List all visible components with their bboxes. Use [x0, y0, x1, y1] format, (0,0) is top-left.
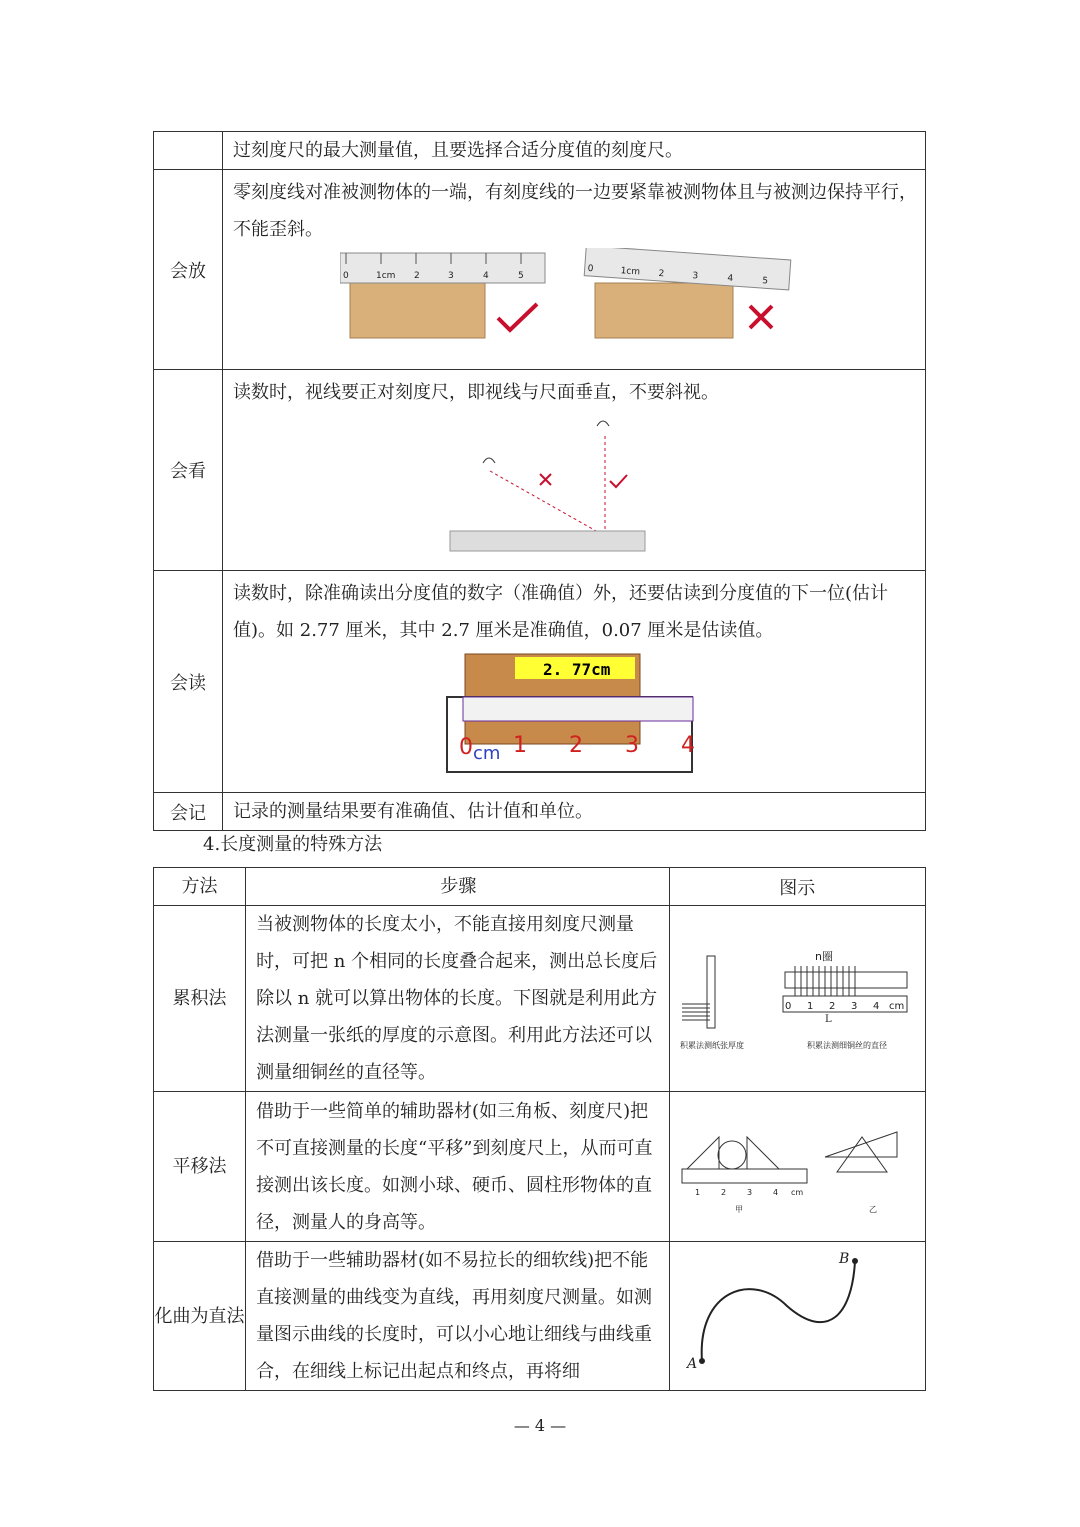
- table-row: [154, 571, 926, 793]
- tick-label: 5: [761, 276, 769, 287]
- figure-caption: 乙: [869, 1204, 878, 1214]
- tick-label: 4: [483, 271, 489, 281]
- line-of-sight-figure: [445, 411, 705, 556]
- method-steps: 借助于一些简单的辅助器材(如三角板、刻度尺)把不可直接测量的长度“平移”到刻度尺上，从而可直接测出该长度。如测小球、硬币、圆柱形物体的直径，测量人的身高等。: [246, 1092, 670, 1242]
- row-label: [154, 132, 223, 170]
- header-row: [154, 868, 926, 906]
- curve-line: [702, 1261, 855, 1361]
- page-number: — 4 —: [513, 1416, 567, 1435]
- tick-label: 0: [587, 263, 594, 275]
- curve-point-b: B: [839, 1251, 850, 1267]
- table-row: [154, 906, 926, 1092]
- reading-value: 2. 77cm: [543, 660, 611, 679]
- accumulation-figure: [677, 944, 917, 1054]
- check-icon: [610, 475, 627, 487]
- tick-label: 3: [851, 1000, 858, 1012]
- tick-label: 2: [829, 1000, 836, 1012]
- column-header: 方法: [154, 868, 246, 906]
- ruler: [450, 531, 645, 551]
- tick-label: cm: [791, 1187, 804, 1197]
- tick-label: 3: [448, 271, 454, 281]
- figure-caption: 积累法测细铜丝的直径: [807, 1040, 888, 1050]
- method-name: 化曲为直法: [154, 1242, 246, 1391]
- tick-label: 2: [721, 1187, 727, 1197]
- tick-label: 1cm: [376, 271, 396, 281]
- curve-point-a: A: [687, 1356, 698, 1372]
- cross-icon: [540, 474, 551, 485]
- figure-caption: 积累法测纸张厚度: [680, 1040, 745, 1050]
- table-row: [154, 132, 926, 170]
- method-steps: 当被测物体的长度太小，不能直接用刻度尺测量时，可把 n 个相同的长度叠合起来，测出总长度后除以 n 就可以算出物体的长度。下图就是利用此方法测量一张纸的厚度的示意图。利用此方法还可以测量细铜丝的直径等。: [246, 906, 670, 1092]
- table-row: [154, 370, 926, 571]
- ruler-placement-figure: [340, 248, 810, 348]
- cross-icon: [750, 306, 772, 328]
- tick-label: 2: [569, 733, 583, 758]
- curve-start: [699, 1358, 705, 1364]
- row-text: 读数时，视线要正对刻度尺，即视线与尺面垂直，不要斜视。: [233, 382, 719, 403]
- tick-label: 0: [785, 1000, 792, 1012]
- tick-label: 0: [343, 271, 349, 281]
- tick-label: 5: [518, 271, 524, 281]
- tick-label: 2: [414, 271, 420, 281]
- tick-label: 1: [807, 1000, 814, 1012]
- ruler: [463, 697, 693, 721]
- check-icon: [498, 304, 537, 330]
- tick-label: cm: [889, 1000, 905, 1012]
- ruler-usage-table: [153, 131, 926, 831]
- tick-label: 1cm: [620, 266, 641, 278]
- table-row: [154, 1092, 926, 1242]
- reading-figure: [445, 649, 705, 779]
- tick-label: 1: [513, 733, 527, 758]
- tick-label: 1: [695, 1187, 701, 1197]
- row-text: 读数时，除准确读出分度值的数字（准确值）外，还要估读到分度值的下一位(估计值)。如 2.77 厘米，其中 2.7 厘米是准确值，0.07 厘米是估读值。: [233, 583, 889, 641]
- curve-figure: [677, 1251, 917, 1381]
- eye-icon: [597, 421, 609, 426]
- translation-figure: [677, 1117, 917, 1217]
- accumulate-length-label: L: [825, 1013, 832, 1025]
- table-row: [154, 1242, 926, 1391]
- tick-label: 4: [727, 273, 734, 285]
- unit-label: cm: [473, 743, 501, 764]
- column-header: 图示: [669, 868, 925, 906]
- eye-icon: [483, 458, 495, 463]
- table-row: [154, 793, 926, 831]
- tick-label: 2: [658, 268, 665, 280]
- table-row: [154, 170, 926, 370]
- column-header: 步骤: [246, 868, 670, 906]
- tick-label: 4: [773, 1187, 779, 1197]
- tick-label: 3: [692, 271, 699, 282]
- tick-label: 4: [681, 733, 695, 758]
- accumulate-n-label: n圈: [815, 949, 834, 963]
- method-name: 平移法: [154, 1092, 246, 1242]
- row-label: 会记: [154, 793, 223, 831]
- tick-label: 0: [459, 735, 473, 760]
- row-label: 会看: [154, 370, 223, 571]
- row-text: 记录的测量结果要有准确值、估计值和单位。: [223, 793, 926, 831]
- row-text: 过刻度尺的最大测量值，且要选择合适分度值的刻度尺。: [223, 132, 926, 170]
- tick-label: 4: [873, 1000, 880, 1012]
- tick-label: 3: [747, 1187, 753, 1197]
- section-heading: 4.长度测量的特殊方法: [203, 834, 383, 855]
- tick-label: 3: [625, 733, 639, 758]
- special-methods-table: [153, 867, 926, 1391]
- row-label: 会放: [154, 170, 223, 370]
- method-name: 累积法: [154, 906, 246, 1092]
- method-steps: 借助于一些辅助器材(如不易拉长的细软线)把不能直接测量的曲线变为直线，再用刻度尺测量。如测量图示曲线的长度时，可以小心地让细线与曲线重合，在细线上标记出起点和终点，再将细: [246, 1242, 670, 1391]
- curve-end: [852, 1258, 858, 1264]
- figure-caption: 甲: [735, 1204, 744, 1214]
- row-text: 零刻度线对准被测物体的一端，有刻度线的一边要紧靠被测物体且与被测边保持平行，不能歪斜。: [233, 182, 917, 240]
- row-label: 会读: [154, 571, 223, 793]
